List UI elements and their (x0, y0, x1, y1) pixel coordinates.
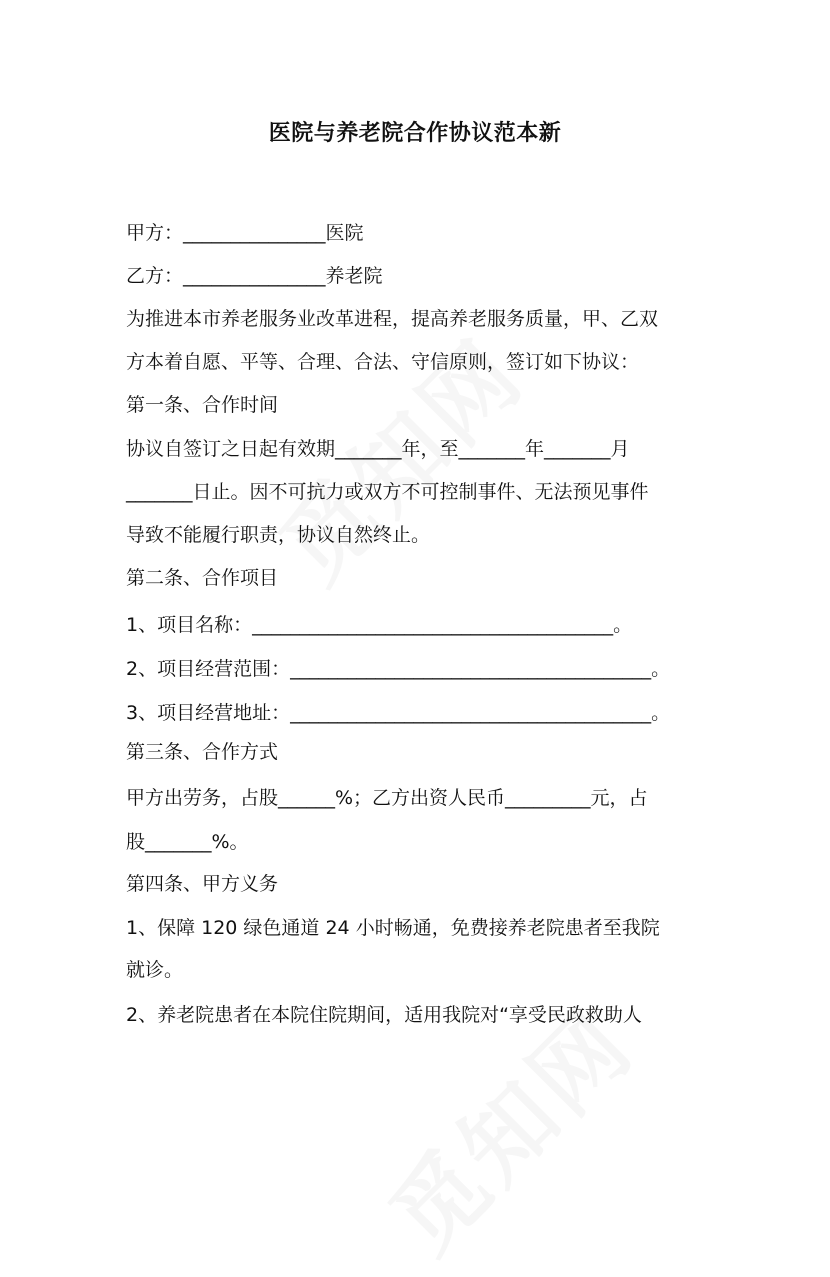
document-title: 医院与养老院合作协议范本新 (268, 121, 562, 146)
body-paragraph-line: 就诊。 (126, 959, 184, 981)
section-heading: 第二条、合作项目 (126, 567, 279, 589)
body-paragraph-line: 协议自签订之日起有效期_______年，至_______年_______月 (126, 438, 630, 460)
section-heading: 第三条、合作方式 (126, 741, 279, 763)
body-paragraph-line: 为推进本市养老服务业改革进程，提高养老服务质量，甲、乙双 (126, 308, 659, 330)
list-item: 1、项目名称：______________________________________。 (126, 614, 633, 636)
list-item: 1、保障 120 绿色通道 24 小时畅通，免费接养老院患者至我院 (126, 917, 660, 939)
body-paragraph-line: 方本着自愿、平等、合理、合法、守信原则，签订如下协议： (126, 351, 640, 373)
body-paragraph-line: 甲方出劳务，占股______%；乙方出资人民币_________元，占 (126, 787, 648, 809)
list-item: 2、养老院患者在本院住院期间，适用我院对“享受民政救助人 (126, 1004, 642, 1026)
body-paragraph-line: 导致不能履行职责，协议自然终止。 (126, 524, 431, 546)
body-paragraph-line: _______日止。因不可抗力或双方不可控制事件、无法预见事件 (126, 481, 649, 503)
section-heading: 第四条、甲方义务 (126, 873, 279, 895)
section-heading: 第一条、合作时间 (126, 394, 279, 416)
body-paragraph-line: 股_______%。 (126, 831, 249, 853)
list-item: 3、项目经营地址：______________________________________。 (126, 702, 671, 724)
party-a-line: 甲方：_______________医院 (126, 222, 364, 244)
party-b-line: 乙方：_______________养老院 (126, 265, 383, 287)
list-item: 2、项目经营范围：______________________________________。 (126, 658, 671, 680)
